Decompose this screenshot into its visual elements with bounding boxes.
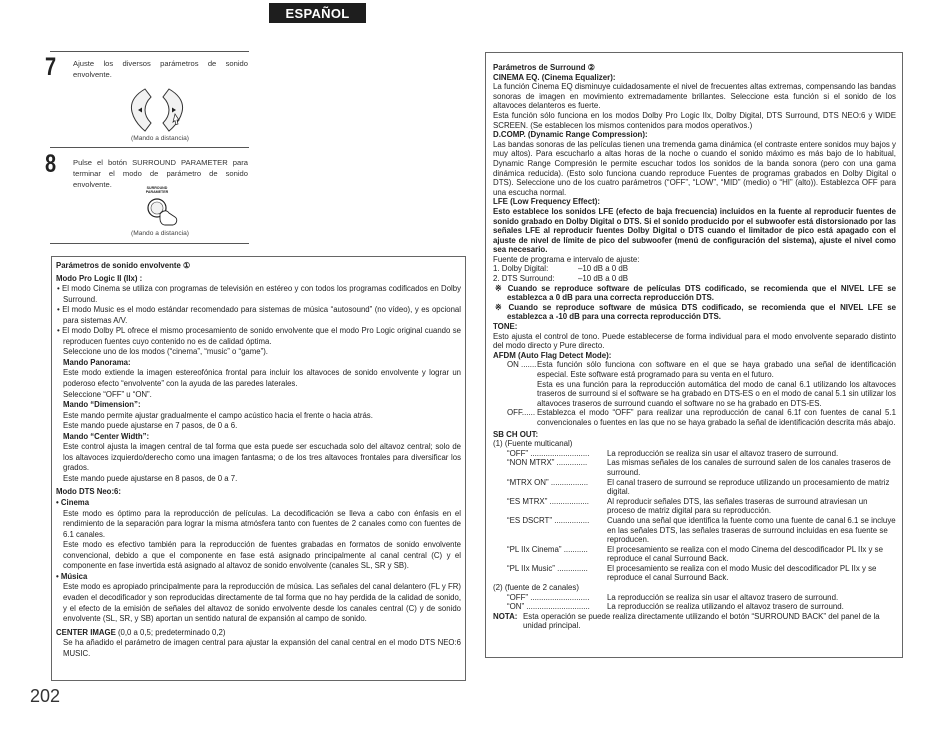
step-number: 7 [45, 53, 57, 81]
sub-heading: Mando “Center Width”: [63, 431, 150, 441]
list-item [493, 516, 896, 545]
page-number: 202 [30, 686, 61, 706]
body-text: Este control ajusta la imagen central de tal forma que esta puede ser escuchada solo del altavoz central; solo de los altavoces izquierdo/derecho como una imagen fantasma; o de los tres altavoces frontales para diversificar los grados. [63, 442, 461, 473]
list-key: “MTRX ON” ................. [507, 477, 589, 487]
list-value: Cuando una señal que identifica la fuente como una fuente de canal 6.1 se incluye en las señales DTS, las señales traseras de surround incluidas en esa fuente se reproducen. [607, 515, 896, 545]
list-item [493, 545, 896, 564]
step-7-caption: (Mando a distancia) [131, 135, 189, 142]
bullet-text: • El modo Music es el modo estándar recomendado para sistemas de música “autosound” (no vídeo), y es opcional para sistemas A/V. [57, 305, 461, 325]
body-text: Seleccione uno de los modos (“cinema”, “music” o “game”). [63, 347, 268, 357]
language-tab: ESPAÑOL [269, 3, 366, 23]
list-value: Esta función sólo funciona con software en el que se haya grabado una señal de identificación especial. Este software está programado para su venta en el futuro. [537, 360, 896, 379]
list-item [493, 602, 896, 612]
body-text: Seleccione “OFF” u “ON”. [63, 389, 152, 399]
body-text: Este modo extiende la imagen estereofónica frontal para incluir los altavoces de sonido envolvente y lograr un poderoso efecto “envolvente” con la ayuda de las paredes laterales. [63, 368, 461, 389]
body-text: Este mando puede ajustarse en 8 pasos, de 0 a 7. [63, 473, 238, 483]
step-divider [50, 243, 249, 244]
section-heading: CINEMA EQ. (Cinema Equalizer): [493, 72, 616, 82]
list-key: OFF...... [507, 408, 536, 418]
bullet-text: • El modo Cinema se utiliza con programas de televisión en estéreo y con todos los programas codificados en Dolby Surround. [57, 284, 461, 304]
list-value: –10 dB a 0 dB [578, 264, 629, 274]
body-text: Esto ajusta el control de tono. Puede establecerse de forma individual para el modo envolvente separado distinto del modo directo y Pure directo. [493, 331, 896, 351]
sub-heading: Mando “Dimension”: [63, 400, 141, 410]
step-divider [50, 51, 249, 52]
body-text: La función Cinema EQ disminuye cuidadosamente el nivel de frecuentes altas extremas, compensando las bandas sonoras de imagen en movimiento extremadamente brillantes. Seleccione esta función si el sonido de los altavoces delanteros es fuerte. [493, 82, 896, 111]
section-heading: CENTER IMAGE [56, 627, 116, 637]
list-key: “ES MTRX” .................. [507, 496, 589, 506]
list-key: 2. DTS Surround: [493, 274, 555, 284]
list-value: –10 dB a 0 dB [578, 274, 629, 284]
list-key: “ON” ............................. [507, 602, 590, 612]
sub-heading: • Cinema [56, 498, 90, 508]
note-text: Esta operación se puede realiza directamente utilizando el botón “SURROUND BACK” del panel de la unidad principal. [523, 611, 880, 631]
step-divider [50, 147, 249, 148]
section-heading: TONE: [493, 322, 518, 332]
list-key: 1. Dolby Digital: [493, 264, 549, 274]
list-item [493, 478, 896, 497]
list-key: “PL IIx Music” .............. [507, 563, 588, 573]
bullet-text: • El modo Dolby PL ofrece el mismo procesamiento de sonido envolvente que el modo Pro Logic original cuando se reproducen fuentes cuyo contenido no es de calidad óptima. [57, 326, 461, 346]
step-7-text: Ajuste los diversos parámetros de sonido envolvente. [73, 59, 248, 79]
list-key: “OFF” ........................... [507, 592, 590, 602]
section-heading: Modo DTS Neo:6: [56, 487, 121, 497]
list-key: ON ....... [507, 360, 537, 370]
body-text: Este mando puede ajustarse en 7 pasos, de 0 a 6. [63, 421, 238, 431]
surround-parameter-button-icon [145, 196, 185, 228]
sub-heading: Mando Panorama: [63, 357, 131, 367]
list-item [493, 564, 896, 583]
list-value: Las mismas señales de los canales de surround salen de los canales traseros de surround. [607, 458, 891, 477]
note-text: ※ Cuando se reproduce software de películas DTS codificado, se recomienda que el NIVEL LFE se establezca a 0 dB para una correcta reproducción DTS. [495, 283, 896, 303]
body-text: Fuente de programa e intervalo de ajuste: [493, 254, 640, 264]
list-item [493, 497, 896, 516]
section-heading: Modo Pro Logic II (IIx) : [56, 273, 143, 283]
list-value: El procesamiento se realiza con el modo Cinema del descodificador PL IIx y se reproduce el canal Surround Back. [607, 544, 884, 564]
surround-parameters-2-box [485, 52, 903, 658]
sub-heading: • Música [56, 571, 88, 581]
note-label: NOTA: [493, 611, 518, 621]
body-text: Las bandas sonoras de las películas tienen una tremenda gama dinámica (el contraste entere sonidos muy bajos y muy altos). Para escucharlo a altas horas de la noche o cuando el sonido máximo es más bajo de lo habitual, Dynamic Range Compresión le permite escuchar todos los sonidos de la banda sonora (pero con una gama dinámica reducida). (Esto solo funciona cuando reproduce Fuentes de programas grabados en Dolby Digital o DTS). Seleccione uno de los cuatro parámetros (“OFF”, “LOW”, “MID” (medio) o “HI” (alto)). Establezca OFF para una escucha normal. [493, 139, 896, 197]
step-8-text: Pulse el botón SURROUND PARAMETER para terminar el modo de parámetro de sonido envolvente. [73, 158, 248, 189]
step-8-caption: (Mando a distancia) [131, 230, 189, 237]
list-value: Esta es una función para la reproducción automática del modo de canal 6.1 utilizando los altavoces traseros de surround si el software se ha grabado en DTS-ES o en el modo de canal 5.1 sin utilizar los altavoces traseros de surround cuando el software no se ha grabado en DTS-ES. [537, 379, 896, 408]
list-key: “ES DSCRT” ................ [507, 515, 590, 525]
section-heading: AFDM (Auto Flag Detect Mode): [493, 350, 612, 360]
step-number: 8 [45, 150, 57, 178]
section-title: Parámetros de sonido envolvente ① [56, 261, 190, 270]
list-item [493, 458, 896, 477]
body-text: (0,0 a 0,5; predeterminado 0,2) [115, 627, 226, 637]
list-key: “NON MTRX” .............. [507, 458, 588, 468]
body-text: (1) (Fuente multicanal) [493, 439, 573, 449]
body-text: Se ha añadido el parámetro de imagen central para ajustar la expansión del canal central en el modo DTS NEO:6 MUSIC. [63, 638, 461, 658]
section-heading: D.COMP. (Dynamic Range Compression): [493, 130, 648, 140]
body-text: Este mando permite ajustar gradualmente el campo acústico hacia el frente o hacia atrás. [63, 410, 373, 420]
remote-cursor-buttons-icon [125, 86, 189, 134]
list-value: La reproducción se realiza sin usar el altavoz trasero de surround. [607, 592, 839, 602]
body-text: Este modo es óptimo para la reproducción de películas. La decodificación se lleva a cabo con énfasis en el rendimiento de la separación para lograr la misma atmósfera tanto con fuentes de 2 canales como con fuentes de 6.1 canales. [63, 508, 461, 539]
list-value: El canal trasero de surround se reproduce utilizando un procesamiento de matriz digital. [607, 477, 890, 497]
surround-parameter-button-label: SURROUND PARAMETER [145, 186, 169, 194]
section-heading: LFE (Low Frequency Effect): [493, 197, 600, 207]
surround-parameters-1-box [51, 256, 466, 681]
list-key: “OFF” ........................... [507, 448, 590, 458]
body-text: Esto establece los sonidos LFE (efecto de baja frecuencia) incluidos en la fuente al reproducir fuentes de sonido grabado en Dolby Digital o DTS. Si el sonido producido por el subwoofer está distorsionado por las señales LFE al reproducir fuentes Dolby Digital o DTS cuando el limitador de pico está apagado con el ajuste de nivel de límite de pico del subwoofer (menú de configuración del sistema), ajuste el nivel como sea necesario. [493, 206, 896, 255]
body-text: Este modo es efectivo también para la reproducción de fuentes grabadas en formatos de sonido envolvente convencional, debido a que el componente en fase está asignado principalmente al canal central (C) y el componente en fase invertida está asignado al altavoz de sonido envolvente (canales SL, SR y SB). [63, 540, 461, 571]
section-heading: SB CH OUT: [493, 429, 539, 439]
section-title: Parámetros de Surround ② [493, 63, 595, 72]
body-text: Este modo es apropiado principalmente para la reproducción de música. Las señales del canal delantero (FL y FR) evaden el decodificador y son reproducidas directamente de tal forma que no hay perdida de la calidad de sonido, y el efecto de la emisión de señales del altavoz de sonido envolvente desde los canales central (C) y de sonido envolvente (SL, SR, y SB) aportan un sentido natural de expansión al campo de sonido. [63, 582, 461, 624]
note [493, 612, 896, 631]
list-value: Establezca el modo “OFF” para realizar una reproducción de canal 6.1f con fuentes de canal 5.1 convencionales o fuentes en las que no se haya grabado la señal de identificación descrita más abajo. [537, 408, 896, 427]
list-value: El procesamiento se realiza con el modo Music del descodificador PL IIx y se reproduce el canal Surround Back. [607, 563, 877, 583]
list-key: “PL IIx Cinema” ........... [507, 544, 588, 554]
list-item [493, 593, 896, 603]
list-value: Al reproducir señales DTS, las señales traseras de surround atraviesan un proceso de matriz digital para su reproducción. [607, 496, 868, 516]
body-text: (2) (fuente de 2 canales) [493, 583, 579, 593]
list-value: La reproducción se realiza utilizando el altavoz trasero de surround. [607, 602, 844, 612]
list-value: La reproducción se realiza sin usar el altavoz trasero de surround. [607, 448, 839, 458]
body-text: Esta función sólo funciona en los modos Dolby Pro Logic IIx, Dolby Digital, DTS Surround, DTS NEO:6 y WIDE SCREEN. (Se establecen los mismos contenidos para modos operativos.) [493, 110, 896, 130]
list-item [493, 449, 896, 459]
note-text: ※ Cuando se reproduce software de música DTS codificado, se recomienda que el NIVEL LFE se establezca a -10 dB para una correcta reproducción DTS. [495, 302, 896, 322]
